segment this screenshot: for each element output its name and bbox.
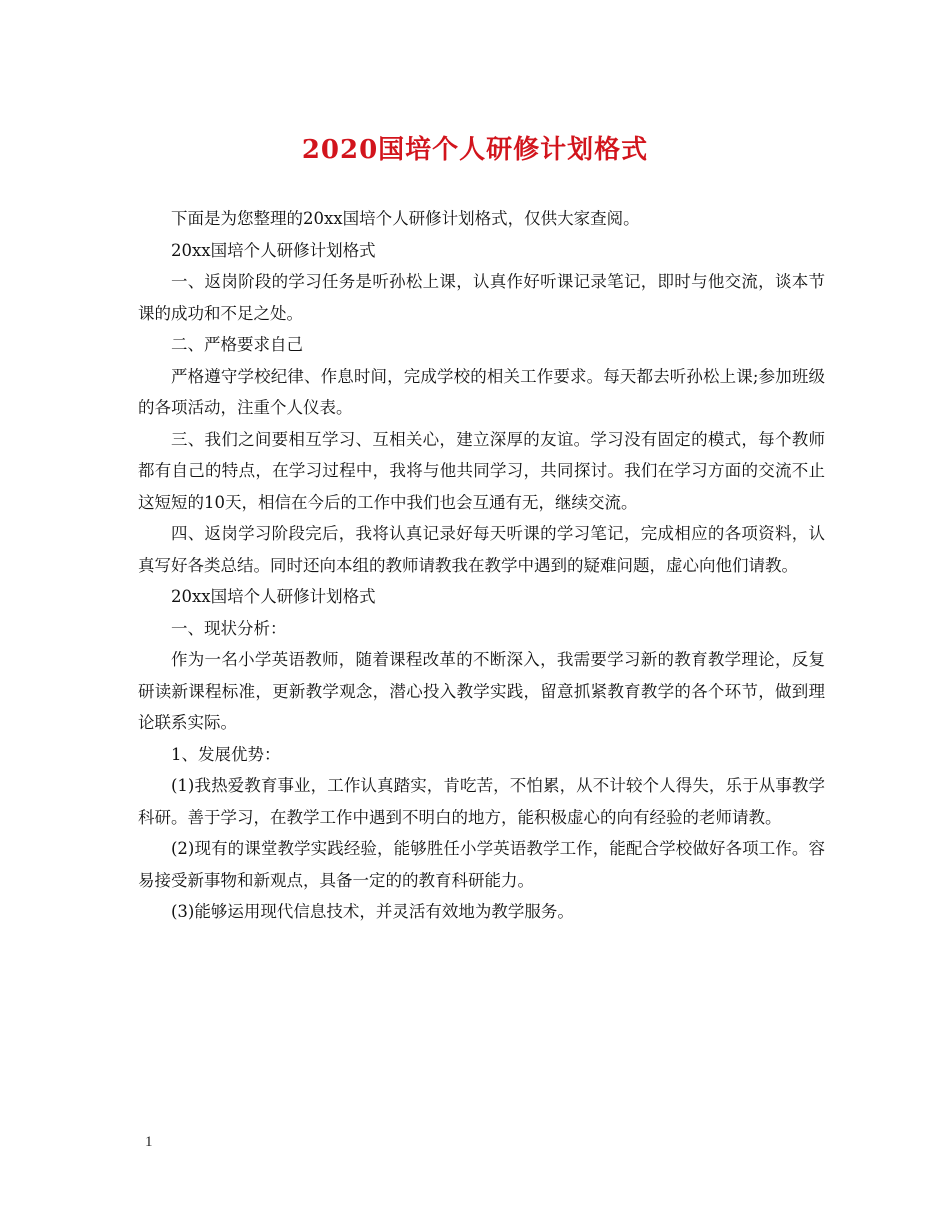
- paragraph: 作为一名小学英语教师，随着课程改革的不断深入，我需要学习新的教育教学理论，反复研读新课程标准，更新教学观念，潜心投入教学实践，留意抓紧教育教学的各个环节，做到理论联系实际。: [138, 650, 825, 732]
- document-body: [138, 203, 825, 928]
- paragraph: 四、返岗学习阶段完后，我将认真记录好每天听课的学习笔记，完成相应的各项资料，认真写好各类总结。同时还向本组的教师请教我在教学中遇到的疑难问题，虚心向他们请教。: [138, 524, 825, 575]
- paragraph: 三、我们之间要相互学习、互相关心，建立深厚的友谊。学习没有固定的模式，每个教师都有自己的特点，在学习过程中，我将与他共同学习，共同探讨。我们在学习方面的交流不止这短短的10天，相信在今后的工作中我们也会互通有无，继续交流。: [138, 429, 825, 512]
- paragraph: (1)我热爱教育事业，工作认真踏实，肯吃苦，不怕累，从不计较个人得失，乐于从事教学科研。善于学习，在教学工作中遇到不明白的地方，能积极虚心的向有经验的老师请教。: [138, 776, 825, 827]
- paragraph: 严格遵守学校纪律、作息时间，完成学校的相关工作要求。每天都去听孙松上课;参加班级的各项活动，注重个人仪表。: [138, 366, 825, 417]
- paragraph: 20xx国培个人研修计划格式: [171, 240, 376, 260]
- paragraph: 下面是为您整理的20xx国培个人研修计划格式，仅供大家查阅。: [171, 209, 640, 228]
- paragraph: 一、返岗阶段的学习任务是听孙松上课，认真作好听课记录笔记，即时与他交流，谈本节课的成功和不足之处。: [138, 272, 825, 323]
- paragraph: 1、发展优势：: [171, 744, 281, 764]
- document-title: 2020国培个人研修计划格式: [301, 135, 649, 165]
- paragraph: (3)能够运用现代信息技术，并灵活有效地为教学服务。: [171, 902, 574, 921]
- paragraph: 20xx国培个人研修计划格式: [171, 587, 376, 606]
- page-number: 1: [145, 1134, 153, 1150]
- paragraph: 一、现状分析：: [171, 618, 287, 638]
- paragraph: (2)现有的课堂教学实践经验，能够胜任小学英语教学工作，能配合学校做好各项工作。容易接受新事物和新观点，具备一定的的教育科研能力。: [138, 839, 825, 890]
- paragraph: 二、严格要求自己: [171, 335, 303, 354]
